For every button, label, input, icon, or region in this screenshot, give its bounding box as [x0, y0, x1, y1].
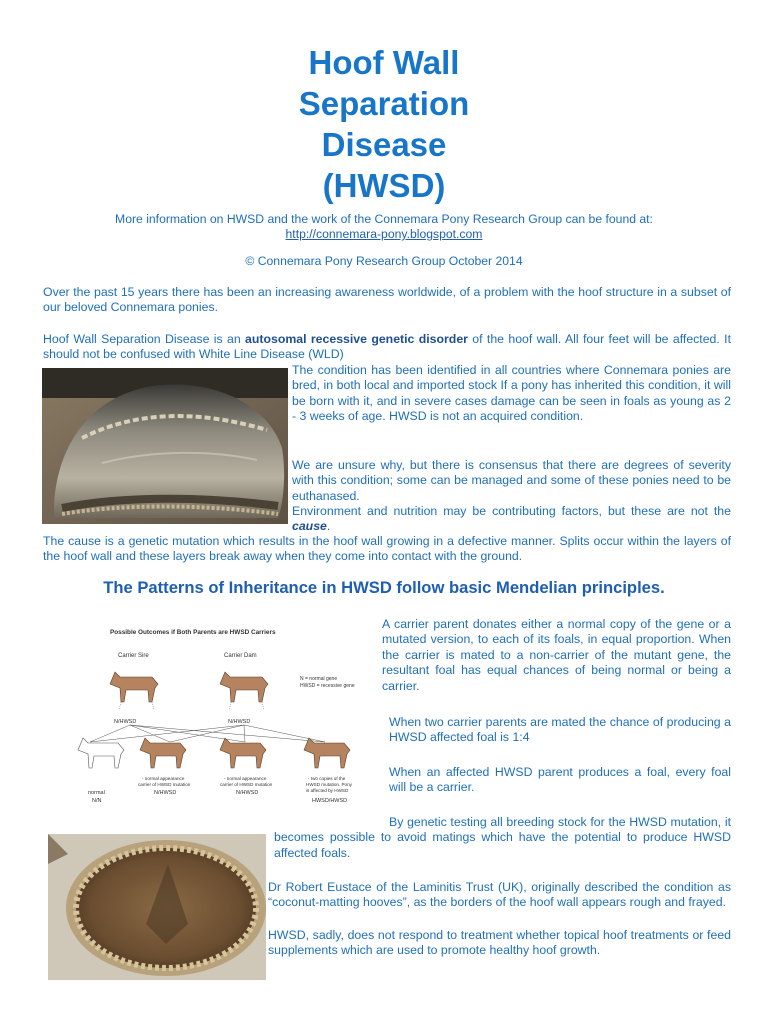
intro-paragraph: Over the past 15 years there has been an increasing awareness worldwide, of a problem with the hoof structure in a subset of our beloved Connemara ponies.	[43, 285, 731, 315]
cross-lines	[90, 725, 325, 742]
affected-label: - two copies of the	[308, 776, 346, 781]
carrier-1-label2: carrier of HWSD mutation	[138, 782, 191, 787]
copyright: © Connemara Pony Research Group October 2014	[245, 254, 523, 268]
eustace-paragraph: Dr Robert Eustace of the Laminitis Trust (UK), originally described the condition as “coconut-matting hooves”, as the borders of the hoof wall appears rough and frayed.	[268, 880, 731, 910]
inheritance-diagram	[60, 622, 378, 824]
treatment-paragraph: HWSD, sadly, does not respond to treatment whether topical hoof treatments or feed supplements which are used to promote healthy hoof growth.	[268, 928, 731, 958]
sire-genotype: N/HWSD	[114, 719, 137, 725]
affected-foal-horse	[304, 738, 350, 768]
carrier-1-genotype: N/HWSD	[154, 790, 177, 796]
carrier-2-genotype: N/HWSD	[236, 790, 259, 796]
page-title: Hoof Wall Separation Disease (HWSD)	[298, 44, 470, 204]
hoof-photo-1	[42, 368, 288, 524]
dam-horse	[220, 672, 268, 710]
condition-paragraph: The condition has been identified in all countries where Connemara ponies are bred, in both local and imported stock If a pony has inherited this condition, it will be born with it, and in severe cases damage can be seen in foals as young as 2 - 3 weeks of age. HWSD is not an acquired condition.	[292, 363, 731, 424]
affected-label3: is affected by HWSD	[306, 788, 349, 793]
carrier-1-label: - normal appearance	[142, 776, 185, 781]
diagram-title: Possible Outcomes if Both Parents are HWSD Carriers	[110, 629, 276, 636]
normal-label: normal	[88, 790, 105, 796]
sire-label: Carrier Sire	[118, 653, 149, 659]
two-carriers-paragraph: When two carrier parents are mated the chance of producing a HWSD affected foal is 1:4	[389, 715, 731, 745]
affected-parent-paragraph: When an affected HWSD parent produces a foal, every foal will be a carrier.	[389, 765, 731, 795]
legend-recessive: HWSD = recessive gene	[300, 683, 355, 689]
normal-genotype: N/N	[92, 798, 102, 804]
definition-paragraph: Hoof Wall Separation Disease is an autosomal recessive genetic disorder of the hoof wall. All four feet will be affected. It should not be confused with White Line Disease (WLD)	[43, 332, 732, 362]
carrier-foal-horse-2	[220, 738, 266, 768]
dam-genotype: N/HWSD	[228, 719, 251, 725]
inheritance-heading: The Patterns of Inheritance in HWSD follow basic Mendelian principles.	[103, 578, 665, 597]
carrier-2-label: - normal appearance	[224, 776, 267, 781]
carrier-2-label2: carrier of HWSD mutation	[220, 782, 273, 787]
cause-paragraph: The cause is a genetic mutation which results in the hoof wall growing in a defective manner. Splits occur within the layers of the hoof wall and these layers break away when they come into contact with the ground.	[43, 534, 731, 564]
carrier-foal-horse-1	[140, 738, 186, 768]
hoof-photo-2	[48, 834, 266, 980]
dam-label: Carrier Dam	[224, 653, 257, 659]
genetic-testing-paragraph: By genetic testing all breeding stock for the HWSD mutation, it becomes possible to avoid matings which have the potential to produce HWSD affected foals.	[274, 815, 731, 860]
blog-link-wrap	[0, 227, 768, 241]
affected-genotype: HWSD/HWSD	[312, 798, 348, 804]
info-text: More information on HWSD and the work of the Connemara Pony Research Group can be found at:	[115, 212, 653, 226]
sire-horse	[110, 672, 158, 710]
carrier-paragraph: A carrier parent donates either a normal copy of the gene or a mutated version, to each of its foals, in equal proportion. When the carrier is mated to a non-carrier of the mutant gene, the resultant foal has equal chances of being normal or being a carrier.	[382, 617, 731, 693]
normal-foal-horse	[78, 738, 124, 768]
blog-link[interactable]: http://connemara-pony.blogspot.com	[285, 227, 483, 241]
severity-paragraph: We are unsure why, but there is consensus that there are degrees of severity with this condition; some can be managed and some of these ponies need to be euthanased.	[292, 458, 731, 503]
legend-normal: N = normal gene	[300, 676, 338, 682]
affected-label2: HWSD mutation. Pony	[306, 782, 352, 787]
environment-paragraph: Environment and nutrition may be contributing factors, but these are not the cause.	[292, 504, 731, 534]
